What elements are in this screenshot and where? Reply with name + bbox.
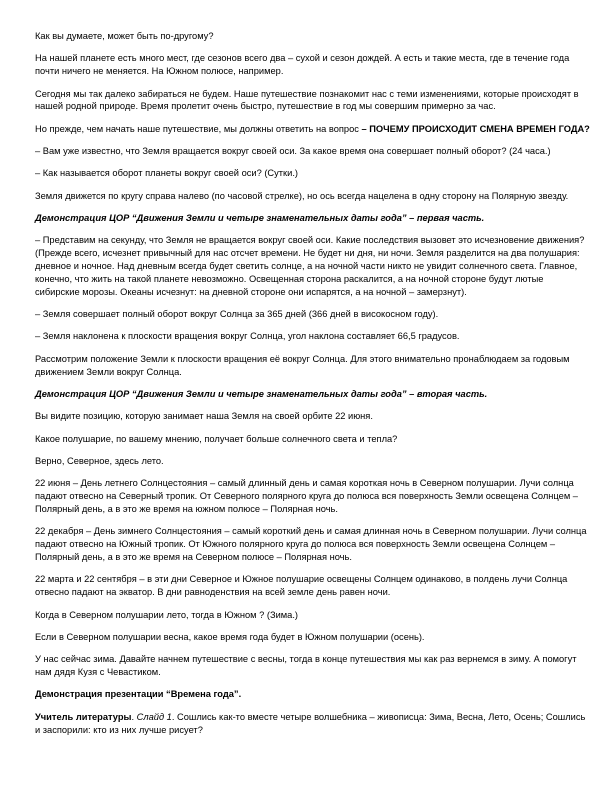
paragraph: На нашей планете есть много мест, где сезонов всего два – сухой и сезон дождей. А есть и такие места, где в течение года почти ничего не меняется. На Южном полюсе, например. [35,53,570,77]
slide-label: Слайд 1 [136,711,172,722]
paragraph: Рассмотрим положение Земли к плоскости вращения её вокруг Солнца. Для этого внимательно пронаблюдаем за годовым движением Земли вокруг Солнца. [35,353,570,377]
paragraph-text: Но прежде, чем начать наше путешествие, мы должны ответить на вопрос [35,123,362,134]
paragraph: 22 марта и 22 сентября – в эти дни Северное и Южное полушарие освещены Солнцем одинаково, в полдень лучи Солнца отвесно падают на экватор. В дни равноденствия на всей земле день равен ночи. [35,574,568,598]
question-heading: – ПОЧЕМУ ПРОИСХОДИТ СМЕНА ВРЕМЕН ГОДА? [361,123,590,134]
paragraph: Вы видите позицию, которую занимает наша Земля на своей орбите 22 июня. [35,411,373,422]
paragraph: Какое полушарие, по вашему мнению, получает больше солнечного света и тепла? [35,433,398,444]
separator: . [131,711,137,722]
paragraph: – Земля совершает полный оборот вокруг Солнца за 365 дней (366 дней в високосном году). [35,309,439,320]
paragraph: – Вам уже известно, что Земля вращается вокруг своей оси. За какое время она совершает полный оборот? (24 часа.) [35,146,551,156]
paragraph: 22 декабря – День зимнего Солнцестояния – самый короткий день и самая длинная ночь в Северном полушарии. Лучи солнца падают отвесно на Южный тропик. От Южного полярного круга до полюса вся поверхность Земли освещена Солнцем – Полярный день, а в это же время на Северном полюсе – Полярная ночь. [35,526,587,563]
paragraph: Земля движется по кругу справа налево (по часовой стрелке), но ось всегда нацелена в одну сторону на Полярную звезду. [35,190,569,201]
literature-teacher-paragraph [35,711,590,737]
paragraph: 22 июня – День летнего Солнцестояния – самый длинный день и самая короткая ночь в Северном полушарии. Лучи солнца падают отвесно на Северный тропик. От Северного полярного круга до полюса вся поверхность Земли освещена Солнцем – Полярный день, а в это же время на южном полюсе – Полярная ночь. [35,478,578,514]
paragraph-text: . Сошлись как-то вместе четыре волшебника – живописца: Зима, Весна, Лето, Осень; Сошлись и заспорили: кто из них лучше рисует? [35,711,586,735]
demo-heading-part-two: Демонстрация ЦОР “Движения Земли и четыре знаменательных даты года” – вторая часть. [35,388,488,399]
paragraph: – Представим на секунду, что Земля не вращается вокруг своей оси. Какие последствия вызовет это исчезновение движения? (Прежде всего, исчезнет привычный для нас отсчет времени. Не будет ни дня, ни ночи. Земля разделится на два полушария: дневное и ночное. Над дневным всегда будет светить солнце, а на ночной части никто не увидит солнечного света. Главное, конечно, что жить на такой планете невозможно. Освещенная сторона раскалится, а на ночной стороне будут лютые сибирские морозы. Океаны исчезнут: на дневной стороне они испарятся, а на ночной – замерзнут). [35,235,585,297]
paragraph: У нас сейчас зима. Давайте начнем путешествие с весны, тогда в конце путешествия мы как раз вернемся в зиму. А помогут нам дядя Кузя с Чевастиком. [35,654,577,678]
presentation-heading: Демонстрация презентации “Времена года”. [35,689,242,700]
paragraph: – Земля наклонена к плоскости вращения вокруг Солнца, угол наклона составляет 66,5 градусов. [35,331,460,342]
paragraph: Когда в Северном полушарии лето, тогда в Южном ? (Зима.) [35,609,299,620]
paragraph: Сегодня мы так далеко забираться не будем. Наше путешествие познакомит нас с теми изменениями, которые происходят в нашей родной природе. Время пролетит очень быстро, путешествие в год мы совершим примерно за час. [35,88,579,112]
paragraph: – Как называется оборот планеты вокруг своей оси? (Сутки.) [35,168,298,179]
speaker-label: Учитель литературы [35,711,132,722]
paragraph: Как вы думаете, может быть по-другому? [35,31,214,41]
demo-heading-part-one: Демонстрация ЦОР “Движения Земли и четыре знаменательных даты года” – первая часть. [35,212,485,223]
paragraph: Верно, Северное, здесь лето. [35,455,164,466]
paragraph: Если в Северном полушарии весна, какое время года будет в Южном полушарии (осень). [35,631,425,642]
question-paragraph [35,123,590,136]
